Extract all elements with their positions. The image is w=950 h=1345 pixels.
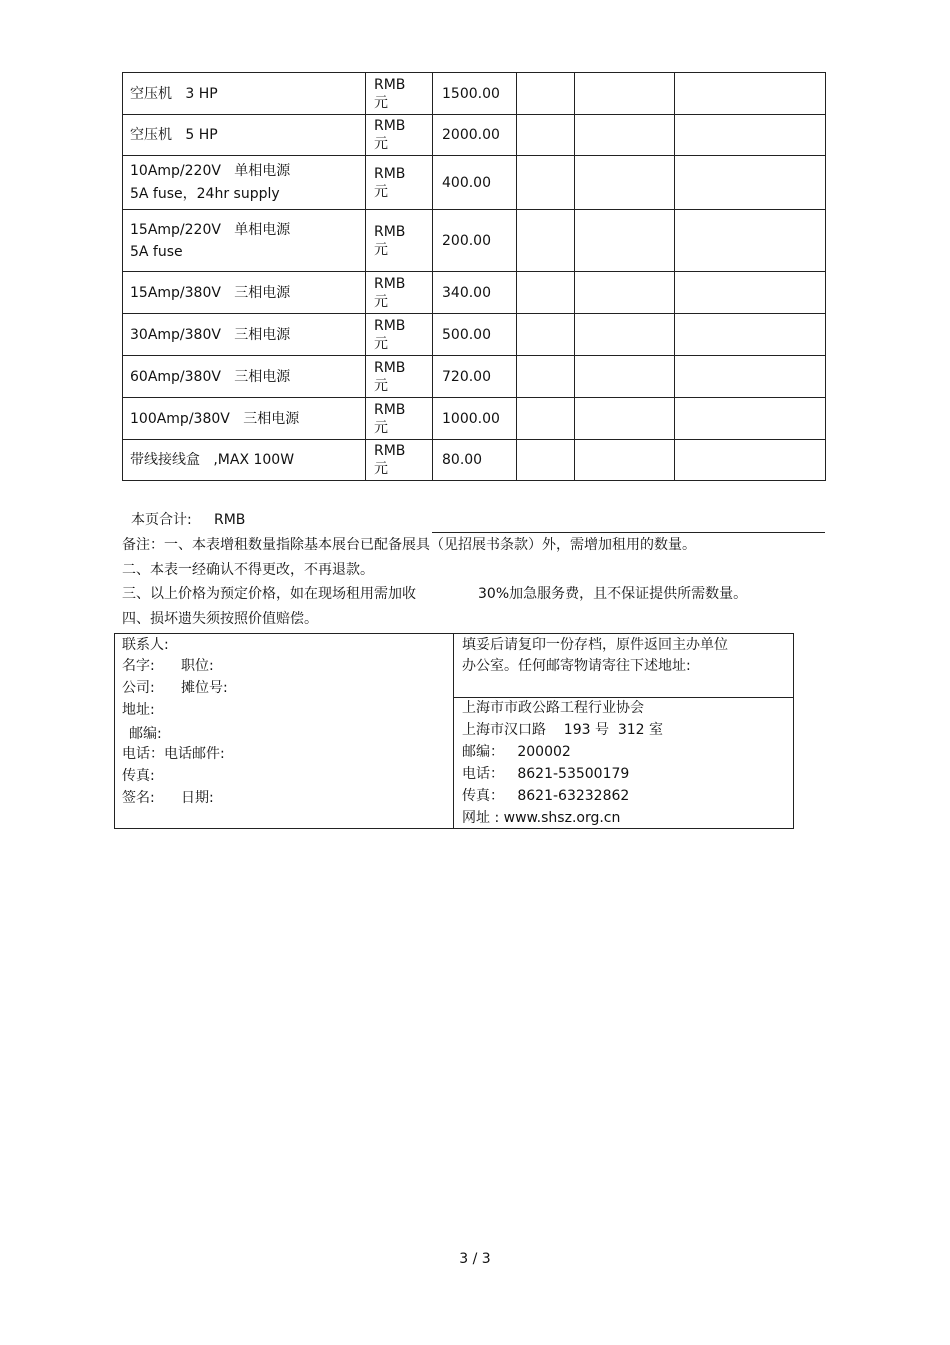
empty-cell [675, 272, 826, 314]
table-row [123, 356, 826, 398]
item-cell: 带线接线盒 ,MAX 100W [123, 440, 366, 481]
note-line: 备注：一、本表增租数量指除基本展台已配备展具（见招展书条款）外，需增加租用的数量。 [122, 537, 696, 553]
unit-cell: RMB 元 [366, 115, 433, 156]
position-label: 职位: [181, 658, 214, 674]
price-cell: 80.00 [433, 440, 517, 481]
item-cell: 空压机 3 HP [123, 73, 366, 115]
company-label: 公司: [122, 680, 155, 696]
empty-cell [675, 115, 826, 156]
organizer-cell [454, 698, 793, 828]
table-row [123, 156, 826, 210]
empty-cell [675, 210, 826, 272]
price-cell: 340.00 [433, 272, 517, 314]
price-cell: 2000.00 [433, 115, 517, 156]
empty-cell [675, 73, 826, 115]
postcode-label: 邮编: [129, 726, 162, 742]
unit-cell: RMB 元 [366, 73, 433, 115]
item-cell: 100Amp/380V 三相电源 [123, 398, 366, 440]
empty-cell [575, 356, 675, 398]
phone-email-label: 电话：电话邮件: [122, 746, 225, 762]
total-currency: RMB [214, 512, 246, 528]
note-line: 二、本表一经确认不得更改，不再退款。 [122, 562, 374, 578]
table-row [123, 398, 826, 440]
empty-cell [517, 314, 575, 356]
table-row [123, 272, 826, 314]
price-cell: 500.00 [433, 314, 517, 356]
note-line: 三、以上价格为预定价格，如在现场租用需加收 [122, 586, 416, 602]
page-number: 3 / 3 [459, 1251, 491, 1267]
empty-cell [517, 115, 575, 156]
unit-cell: RMB 元 [366, 440, 433, 481]
item-cell: 空压机 5 HP [123, 115, 366, 156]
table-row [123, 115, 826, 156]
organizer-address: 上海市汉口路 193 号 312 室 [462, 722, 664, 738]
booth-no-label: 摊位号: [181, 680, 228, 696]
price-cell: 200.00 [433, 210, 517, 272]
address-label: 地址: [122, 702, 155, 718]
empty-cell [575, 115, 675, 156]
name-label: 名字: [122, 658, 155, 674]
empty-cell [575, 156, 675, 210]
empty-cell [575, 314, 675, 356]
empty-cell [517, 398, 575, 440]
empty-cell [517, 156, 575, 210]
contact-person-label: 联系人: [122, 637, 169, 653]
note-line: 四、损坏遗失须按照价值赔偿。 [122, 611, 318, 627]
contact-box [114, 633, 794, 829]
price-cell: 400.00 [433, 156, 517, 210]
date-label: 日期: [181, 790, 214, 806]
instruction-line: 填妥后请复印一份存档，原件返回主办单位 [462, 637, 728, 653]
price-table [122, 72, 826, 481]
instructions-cell [454, 634, 793, 698]
empty-cell [517, 272, 575, 314]
organizer-postcode: 邮编： 200002 [462, 744, 571, 760]
item-cell: 10Amp/220V 单相电源 5A fuse，24hr supply [123, 156, 366, 210]
item-cell: 15Amp/380V 三相电源 [123, 272, 366, 314]
total-input-line[interactable] [432, 532, 825, 533]
empty-cell [575, 210, 675, 272]
fax-label: 传真: [122, 768, 155, 784]
price-cell: 1500.00 [433, 73, 517, 115]
empty-cell [517, 210, 575, 272]
table-row [123, 210, 826, 272]
empty-cell [575, 73, 675, 115]
empty-cell [675, 156, 826, 210]
price-cell: 720.00 [433, 356, 517, 398]
unit-cell: RMB 元 [366, 272, 433, 314]
empty-cell [675, 440, 826, 481]
table-row [123, 440, 826, 481]
unit-cell: RMB 元 [366, 314, 433, 356]
total-label: 本页合计: [131, 512, 192, 528]
table-row [123, 314, 826, 356]
unit-cell: RMB 元 [366, 210, 433, 272]
organizer-name: 上海市市政公路工程行业协会 [462, 700, 644, 716]
empty-cell [675, 356, 826, 398]
empty-cell [517, 356, 575, 398]
organizer-phone: 电话： 8621-53500179 [462, 766, 630, 782]
organizer-website-link[interactable]: 网址 : www.shsz.org.cn [462, 810, 621, 826]
price-cell: 1000.00 [433, 398, 517, 440]
empty-cell [575, 398, 675, 440]
empty-cell [575, 272, 675, 314]
empty-cell [675, 314, 826, 356]
organizer-fax: 传真： 8621-63232862 [462, 788, 630, 804]
unit-cell: RMB 元 [366, 398, 433, 440]
unit-cell: RMB 元 [366, 156, 433, 210]
item-cell: 30Amp/380V 三相电源 [123, 314, 366, 356]
empty-cell [575, 440, 675, 481]
item-cell: 15Amp/220V 单相电源 5A fuse [123, 210, 366, 272]
note-line: 30%加急服务费，且不保证提供所需数量。 [478, 586, 748, 602]
unit-cell: RMB 元 [366, 356, 433, 398]
signature-label: 签名: [122, 790, 155, 806]
empty-cell [517, 73, 575, 115]
item-cell: 60Amp/380V 三相电源 [123, 356, 366, 398]
instruction-line: 办公室。任何邮寄物请寄往下述地址: [462, 658, 691, 674]
empty-cell [675, 398, 826, 440]
table-row [123, 73, 826, 115]
empty-cell [517, 440, 575, 481]
contact-form [115, 634, 454, 828]
